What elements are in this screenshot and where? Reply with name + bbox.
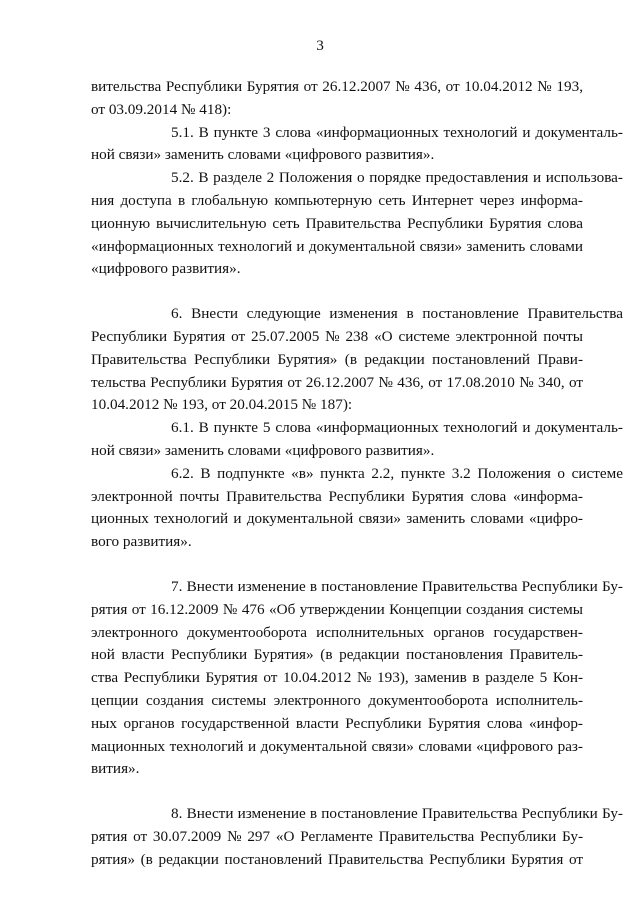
text-line: 5.1. В пункте 3 слова «информационных технологий и документаль- <box>171 123 623 141</box>
text-line: мационных технологий и документальной связи» словами «цифрового раз- <box>91 737 583 755</box>
paragraph <box>91 303 624 417</box>
text-line: ния доступа в глобальную компьютерную сеть Интернет через информа- <box>91 191 583 209</box>
text-line: Республики Бурятия от 25.07.2005 № 238 «О системе электронной почты <box>91 327 583 345</box>
text-line: ства Республики Бурятия от 10.04.2012 № 193), заменив в разделе 5 Кон- <box>91 669 584 687</box>
text-line: от 03.09.2014 № 418): <box>91 100 232 118</box>
text-line: электронного документооборота исполнительных органов государствен- <box>91 623 583 641</box>
text-line: вительства Республики Бурятия от 26.12.2007 № 436, от 10.04.2012 № 193, <box>91 78 583 95</box>
paragraph <box>91 417 623 463</box>
paragraph <box>91 803 623 871</box>
text-line: ной связи» заменить словами «цифрового развития». <box>91 441 435 459</box>
text-line: Правительства Республики Бурятия» (в редакции постановлений Прави- <box>91 350 583 368</box>
text-line: электронной почты Правительства Республики Бурятия слова «информа- <box>91 487 583 505</box>
text-line: 6. Внести следующие изменения в постановление Правительства <box>171 305 624 323</box>
text-line: «цифрового развития». <box>91 260 241 278</box>
text-line: ной власти Республики Бурятия» (в редакции постановления Правитель- <box>91 646 584 664</box>
text-line: вития». <box>91 760 140 778</box>
text-line: 7. Внести изменение в постановление Правительства Республики Бу- <box>171 577 623 595</box>
text-line: рятия от 30.07.2009 № 297 «О Регламенте Правительства Республики Бу- <box>91 827 583 845</box>
text-line: 10.04.2012 № 193, от 20.04.2015 № 187): <box>91 396 353 414</box>
text-line: 5.2. В разделе 2 Положения о порядке предоставления и использова- <box>171 169 623 187</box>
text-line: ционную вычислительную сеть Правительства Республики Бурятия слова <box>91 214 583 232</box>
paragraph <box>91 576 623 781</box>
page-number: 3 <box>316 37 324 54</box>
text-line: 6.1. В пункте 5 слова «информационных технологий и документаль- <box>171 419 623 437</box>
paragraph <box>91 463 623 554</box>
text-line: ционных технологий и документальной связи» заменить словами «цифро- <box>91 510 583 528</box>
text-line: рятия» (в редакции постановлений Правительства Республики Бурятия от <box>91 850 583 868</box>
text-line: рятия от 16.12.2009 № 476 «Об утверждении Концепции создания системы <box>91 600 583 618</box>
paragraph <box>91 76 583 122</box>
text-line: ной связи» заменить словами «цифрового развития». <box>91 146 435 164</box>
text-line: тельства Республики Бурятия от 26.12.2007 № 436, от 17.08.2010 № 340, от <box>91 373 583 391</box>
text-line: вого развития». <box>91 533 192 551</box>
text-line: «информационных технологий и документальной связи» заменить словами <box>91 237 583 255</box>
text-line: цепции создания системы электронного документооборота исполнитель- <box>91 691 583 709</box>
document-body <box>91 76 624 872</box>
text-line: 8. Внести изменение в постановление Правительства Республики Бу- <box>171 805 623 823</box>
paragraph <box>91 167 623 281</box>
paragraph <box>91 122 623 168</box>
text-line: 6.2. В подпункте «в» пункта 2.2, пункте 3.2 Положения о системе <box>171 464 623 482</box>
text-line: ных органов государственной власти Республики Бурятия слова «инфор- <box>91 714 583 732</box>
